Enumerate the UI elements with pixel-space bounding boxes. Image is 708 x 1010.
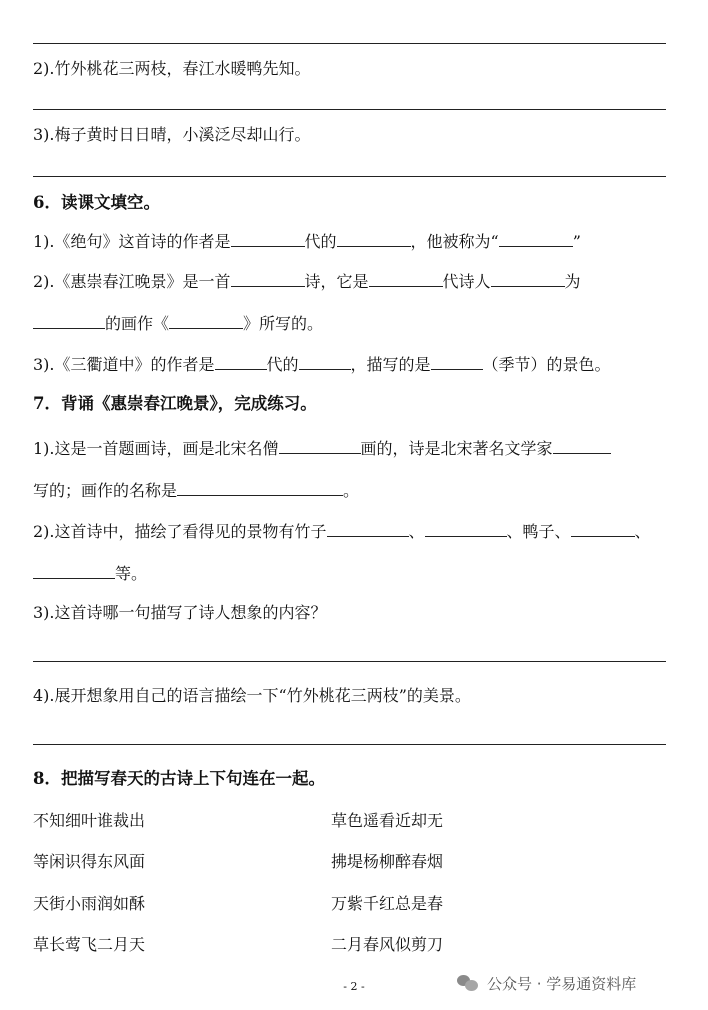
fill-blank[interactable] [369,269,443,287]
q6-item-1-text-a: 1).《绝句》这首诗的作者是 [33,232,231,251]
q6-item-3-text-c: ，描写的是 [350,355,431,374]
fill-blank[interactable] [327,519,409,537]
wechat-icon [457,973,479,993]
fill-blank[interactable] [571,519,635,537]
q6-item-2-text-d: 为 [564,272,581,291]
q7-item-1-text-c: 写的；画作的名称是 [33,481,178,500]
q6-item-2-text-c: 代诗人 [442,272,491,291]
q6-item-3-text-d: （季节）的景色。 [482,355,611,374]
answer-line[interactable] [33,176,666,177]
fill-blank[interactable] [231,269,305,287]
q6-heading: 6．读课文填空。 [33,193,160,212]
q7-item-3: 3).这首诗哪一句描写了诗人想象的内容？ [33,603,327,622]
q6-item-1-text-d: ” [572,232,581,251]
fill-blank[interactable] [491,269,565,287]
q6-item-1-text-b: 代的 [304,232,337,251]
watermark-text: 公众号 · 学易通资料库 [487,974,637,993]
fill-blank[interactable] [337,229,411,247]
q6-item-3 [33,352,611,376]
q7-item-2-text-e: 等。 [115,564,148,583]
fill-blank[interactable] [553,436,611,454]
q7-heading: 7．背诵《惠崇春江晚景》，完成练习。 [33,394,317,413]
fill-blank[interactable] [33,561,115,579]
fill-blank[interactable] [425,519,507,537]
q6-item-2-text-b: 诗，它是 [304,272,369,291]
fill-blank[interactable] [33,311,105,329]
fill-blank[interactable] [215,352,267,370]
q7-item-1-text-b: 画的，诗是北宋著名文学家 [360,439,553,458]
q8-right-line-1[interactable]: 草色遥看近却无 [331,811,444,830]
fill-blank[interactable] [169,311,243,329]
q7-item-2-text-a: 2).这首诗中，描绘了看得见的景物有竹子 [33,522,327,541]
fill-blank[interactable] [231,229,305,247]
fill-blank[interactable] [177,478,343,496]
q6-item-2-text-e: 的画作《 [105,314,170,333]
q7-item-1-cont [33,478,359,502]
q8-left-line-2[interactable]: 等闲识得东风面 [33,852,146,871]
q6-item-2-cont [33,311,323,335]
q7-item-1-text-a: 1).这是一首题画诗，画是北宋名僧 [33,439,279,458]
q5-item-3: 3).梅子黄时日日晴，小溪泛尽却山行。 [33,125,311,144]
q7-item-2 [33,519,651,543]
q7-item-2-text-d: 、 [634,522,651,541]
q7-item-1 [33,436,611,460]
answer-line[interactable] [33,661,666,662]
fill-blank[interactable] [499,229,573,247]
q8-right-line-4[interactable]: 二月春风似剪刀 [331,935,444,954]
answer-line[interactable] [33,744,666,745]
q8-right-line-2[interactable]: 拂堤杨柳醉春烟 [331,852,444,871]
q6-item-1 [33,229,581,253]
q6-item-3-text-b: 代的 [266,355,299,374]
q7-item-2-text-b: 、 [408,522,425,541]
fill-blank[interactable] [299,352,351,370]
answer-line[interactable] [33,43,666,44]
watermark [457,969,636,997]
page-number: - 2 - [343,980,365,993]
answer-line[interactable] [33,109,666,110]
q7-item-2-text-c: 、鸭子、 [506,522,571,541]
fill-blank[interactable] [431,352,483,370]
q7-item-2-cont [33,561,147,585]
q6-item-2-text-f: 》所写的。 [243,314,324,333]
q8-right-line-3[interactable]: 万紫千红总是春 [331,894,444,913]
q7-item-1-text-d: 。 [343,481,360,500]
q8-left-line-4[interactable]: 草长莺飞二月天 [33,935,146,954]
q5-item-2: 2).竹外桃花三两枝，春江水暖鸭先知。 [33,59,311,78]
q6-item-3-text-a: 3).《三衢道中》的作者是 [33,355,215,374]
q6-item-2 [33,269,581,293]
q8-heading: 8．把描写春天的古诗上下句连在一起。 [33,769,325,788]
fill-blank[interactable] [279,436,361,454]
q7-item-4: 4).展开想象用自己的语言描绘一下“竹外桃花三两枝”的美景。 [33,686,471,705]
q6-item-2-text-a: 2).《惠崇春江晚景》是一首 [33,272,231,291]
q8-left-line-1[interactable]: 不知细叶谁裁出 [33,811,146,830]
q6-item-1-text-c: ，他被称为“ [410,232,499,251]
q8-left-line-3[interactable]: 天街小雨润如酥 [33,894,146,913]
